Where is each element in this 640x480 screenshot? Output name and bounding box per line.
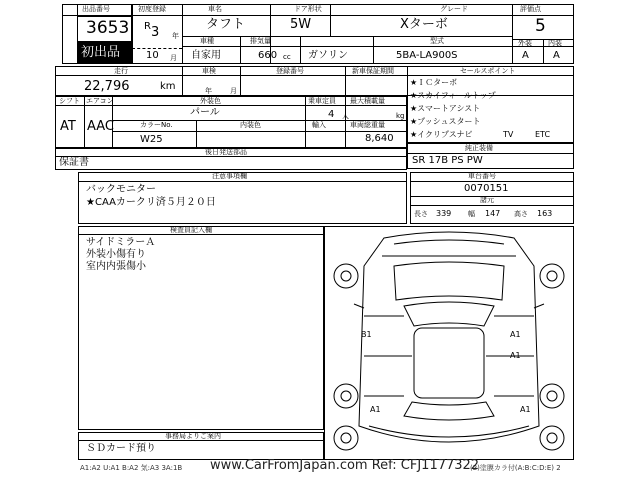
height-value: 163 — [537, 209, 553, 218]
aircon-value: AAC — [87, 119, 114, 134]
length-value: 339 — [436, 209, 452, 218]
mark-a1-right: A1 — [510, 330, 521, 339]
reg-month: 10 — [146, 50, 159, 61]
mark-a1-right3: A1 — [520, 405, 531, 414]
car-name-label: 車名 — [208, 5, 222, 13]
mark-a1-right2: A1 — [510, 351, 521, 360]
selling-point-3: ★スマートアシスト — [410, 104, 481, 113]
mileage-value: 22,796 — [84, 79, 130, 94]
frame-number: 0070151 — [464, 183, 509, 194]
first-reg-label: 初度登録 — [138, 5, 166, 13]
body-color: パール — [190, 107, 220, 118]
grade-label: グレード — [440, 5, 468, 13]
fuel-type: ガソリン — [308, 50, 348, 61]
interior-score: A — [553, 50, 560, 61]
use-type: 自家用 — [191, 50, 221, 61]
reg-era: R — [144, 21, 151, 32]
auction-sheet: 出品番号 初度登録 車名 ドア形状 グレード 評価点 3653 初出品 R 3 年 10 月 タフト 5W Xターボ 5 車種 排気量 型式 外装 内装 自家用 660 cc ガソリン 5BA-LA900S A A 走行 車検 登録番号 新車保証期間 セールスポイント 22,796 km 年 月 シフト エアコン 外装色 乗車定員 最大積載量 カラーNo. 内装色 輸入 車両総重量 AT AAC パール W25 4 人 kg 8,640 ★ＩＣターボ ★スカイフィールトップ ★スマートアシスト ★プッシュスタート ★イクリプスナビ TV ETC 純正装備 SR 17B PS PW 後日発送部品 保証書 注意事項欄 バックモニター ★CAAカークリ済５月２０日 車台番号 0070151 諸元 長さ 339 幅 147 高さ 163 検査員記入欄 サイドミラーＡ 外装小傷有り 室内内張傷小 事務局よりご案内 ＳＤカード預り B1 A1 A1 A1 A1 A1:A2 U:A1 B:A2 気:A3 3A:1B (2)塗膜カラ付(A:B:C:D:E) 2 www.CarFromJapan.com Ref: CFJ1177322 — [0, 0, 640, 480]
note-1: バックモニター — [86, 184, 156, 195]
color-code: W25 — [140, 134, 163, 145]
lot-number: 3653 — [86, 18, 130, 38]
note-2: ★CAAカークリ済５月２０日 — [86, 197, 216, 208]
watermark: www.CarFromJapan.com Ref: CFJ1177322 — [210, 458, 480, 473]
gross-weight: 8,640 — [365, 133, 394, 144]
door-label: ドア形状 — [294, 5, 322, 13]
shift-value: AT — [60, 119, 76, 134]
door-type: 5W — [290, 17, 312, 32]
reg-year: 3 — [151, 25, 160, 40]
score-label: 評価点 — [520, 5, 541, 13]
exterior-score: A — [522, 50, 529, 61]
docs-value: 保証書 — [59, 157, 89, 168]
displacement: 660 — [258, 50, 278, 61]
standard-equipment: SR 17B PS PW — [412, 155, 483, 166]
selling-point-4: ★プッシュスタート — [410, 117, 481, 126]
first-listing-badge: 初出品 — [77, 42, 132, 64]
selling-point-1: ★ＩＣターボ — [410, 78, 458, 87]
inspector-note-2: 外装小傷有り — [86, 249, 146, 260]
capacity-value: 4 — [328, 109, 335, 120]
inspector-note-1: サイドミラーＡ — [86, 237, 156, 248]
inspector-note-3: 室内内張傷小 — [86, 261, 146, 272]
car-outline — [324, 226, 574, 460]
mark-b1: B1 — [361, 330, 372, 339]
selling-point-2: ★スカイフィールトップ — [410, 91, 496, 100]
car-name: タフト — [206, 17, 246, 32]
lot-no-label: 出品番号 — [82, 5, 110, 13]
width-value: 147 — [485, 209, 501, 218]
grade-value: Xターボ — [400, 17, 448, 32]
selling-point-5: ★イクリプスナビ — [410, 130, 473, 139]
office-note-1: ＳＤカード預り — [86, 443, 156, 454]
model-code: 5BA-LA900S — [396, 50, 458, 61]
mark-a1-left: A1 — [370, 405, 381, 414]
score-value: 5 — [535, 16, 546, 36]
